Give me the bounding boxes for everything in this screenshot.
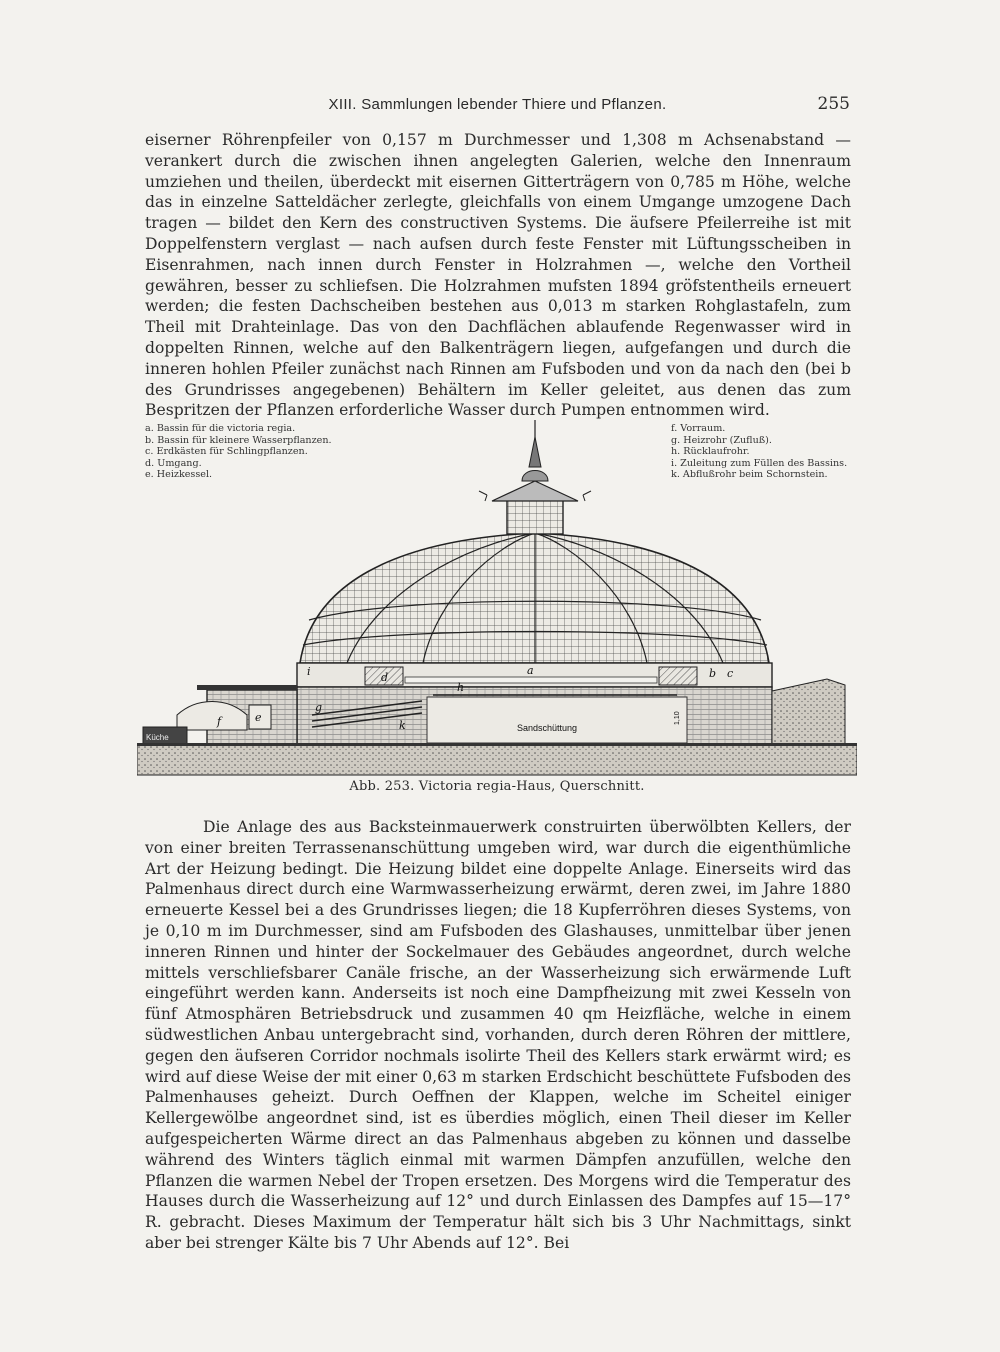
paragraph-1: eiserner Röhrenpfeiler von 0,157 m Durchmesser und 1,308 m Achsenabstand — verankert durch die zwischen ihnen angelegten Galerien, welche den Innenraum umziehen und theilen, überdeckt mit eisernen Gitterträgern von 0,785 m Höhe, welche das in einzelne Satteldächer zerlegte, gleichfalls von einem Umgange umzogene Dach tragen — bildet den Kern des constructiven Systems. Die äufsere Pfeilerreihe ist mit Doppelfenstern verglast — nach aufsen durch feste Fenster mit Lüftungsscheiben in Eisenrahmen, nach innen durch Fenster in Holzrahmen —, welche den Vortheil gewähren, besser zu schliefsen. Die Holzrahmen mufsten 1894 gröfstentheils erneuert werden; die festen Dachscheiben bestehen aus 0,013 m starken Rohglastafeln, zum Theil mit Drahteinlage. Das von den Dachflächen ablaufende Regenwasser wird in doppelten Rinnen, welche auf den Balkenträgern liegen, aufgefangen und durch die inneren hohlen Pfeiler zunächst nach Rinnen am Fufsboden und von da nach den (bei b des Grundrisses angegebenen) Behältern im Keller geleitet, aus denen das zum Bespritzen der Pflanzen erforderliche Wasser durch Pumpen entnommen wird. bbox=[145, 131, 851, 420]
figure-caption: Abb. 253. Victoria regia-Haus, Querschnitt. bbox=[349, 779, 645, 794]
legend-item: b. Bassin für kleinere Wasserpflanzen. bbox=[145, 434, 332, 446]
label-f: f bbox=[217, 715, 222, 728]
label-kueche: Küche bbox=[146, 733, 169, 742]
legend-item: c. Erdkästen für Schlingpflanzen. bbox=[145, 446, 308, 457]
label-c: c bbox=[727, 667, 734, 680]
label-sandschuettung: Sandschüttung bbox=[517, 723, 578, 733]
label-h: h bbox=[457, 681, 465, 694]
legend-item: k. Abflußrohr beim Schornstein. bbox=[671, 469, 828, 480]
legend-item: e. Heizkessel. bbox=[145, 469, 213, 480]
running-head bbox=[145, 96, 850, 118]
label-b: b bbox=[709, 667, 717, 680]
label-k: k bbox=[399, 719, 406, 732]
label-d: d bbox=[381, 671, 389, 684]
paragraph-2: Die Anlage des aus Backsteinmauerwerk construirten überwölbten Kellers, der von einer breiten Terrassenanschüttung umgeben wird, war durch die eigenthümliche Art der Heizung bedingt. Die Heizung bildet eine doppelte Anlage. Einerseits wird das Palmenhaus direct durch eine Warmwasserheizung erwärmt, deren zwei, im Jahre 1880 erneuerte Kessel bei a des Grundrisses liegen; die 18 Kupferröhren dieses Systems, von je 0,10 m im Durchmesser, sind am Fufsboden des Glashauses, unmittelbar über jenen inneren Rinnen und hinter der Sockelmauer des Gebäudes angeordnet, durch welche mittels verschliefsbarer Canäle frische, an der Wasserheizung sich erwärmende Luft eingeführt werden kann. Anderseits ist noch eine Dampfheizung mit zwei Kesseln von fünf Atmosphären Betriebsdruck und zusammen 40 qm Heizfläche, welche in einem südwestlichen Anbau untergebracht sind, vorhanden, durch deren Röhren der mittlere, gegen den äufseren Corridor nochmals isolirte Theil des Kellers stark erwärmt wird; es wird auf diese Weise der mit einer 0,63 m starken Erdschicht beschüttete Fufsboden des Palmenhauses geheizt. Durch Oeffnen der Klappen, welche im Scheitel einiger Kellergewölbe angeordnet sind, ist es überdies möglich, einen Theil dieser im Keller aufgespeicherten Wärme direct an das Palmenhaus abgeben zu können und dasselbe während des Winters täglich einmal mit warmen Dämpfen anzufüllen, welche den Pflanzen die warmen Nebel der Tropen ersetzen. Des Morgens wird die Temperatur des Hauses durch die Wasserheizung auf 12° und durch Einlassen des Dampfes auf 15—17° R. gebracht. Dieses Maximum der Temperatur hält sich bis 3 Uhr Nachmittags, sinkt aber bei strenger Kälte bis 7 Uhr Abends auf 12°. Bei bbox=[145, 818, 851, 1252]
legend-item: i. Zuleitung zum Füllen des Bassins. bbox=[671, 457, 848, 469]
page-number: 255 bbox=[817, 94, 850, 114]
label-i: i bbox=[307, 665, 311, 678]
label-e: e bbox=[255, 711, 262, 724]
legend-item: f. Vorraum. bbox=[671, 423, 726, 434]
legend-item: h. Rücklaufrohr. bbox=[671, 446, 750, 457]
label-g: g bbox=[315, 701, 323, 714]
legend-item: d. Umgang. bbox=[145, 457, 202, 469]
label-a: a bbox=[527, 664, 534, 677]
label-height: 1,10 bbox=[674, 711, 681, 725]
figure-legend-right bbox=[671, 423, 851, 481]
figure-legend-left bbox=[145, 423, 335, 481]
running-title: XIII. Sammlungen lebender Thiere und Pflanzen. bbox=[328, 96, 667, 113]
figure-victoria-regia-house bbox=[137, 415, 857, 800]
legend-item: a. Bassin für die victoria regia. bbox=[145, 423, 296, 434]
legend-item: g. Heizrohr (Zufluß). bbox=[671, 434, 772, 446]
